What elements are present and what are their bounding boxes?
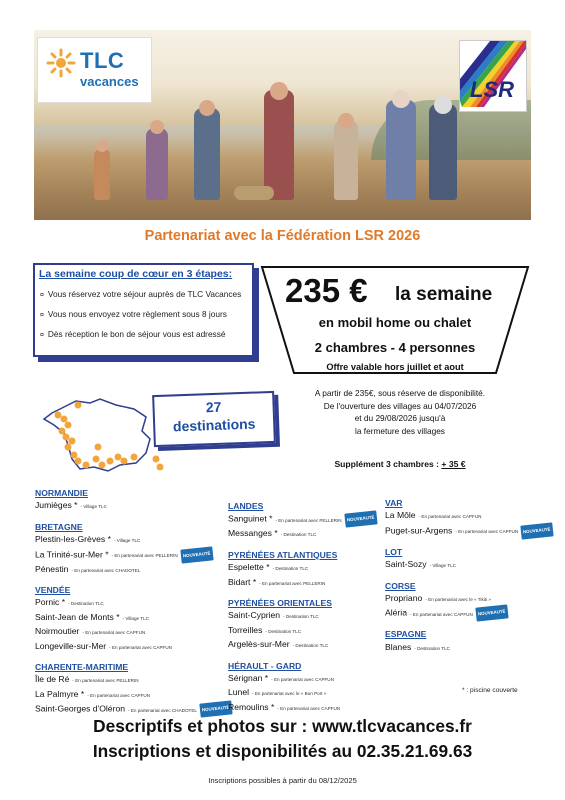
destination-item	[228, 686, 388, 700]
new-badge: NOUVEAUTÉ	[521, 522, 554, 540]
destination-item	[35, 548, 245, 563]
website-line: Descriptifs et photos sur : www.tlcvacances.fr	[93, 716, 472, 736]
destination-note: - Destination TLC	[272, 566, 309, 572]
destination-item	[35, 625, 245, 639]
destination-note: - En partenariat avec CAPFUN	[271, 676, 334, 682]
destination-item	[228, 701, 388, 715]
destination-item	[228, 512, 388, 527]
person-head	[150, 120, 164, 134]
new-badge: NOUVEAUTÉ	[180, 546, 213, 564]
supplement-line	[300, 459, 500, 469]
destination-item	[228, 638, 388, 652]
destination-name: Aléria	[385, 607, 407, 618]
destination-name: Sanguinet *	[228, 513, 273, 524]
offer-detail-line: la fermeture des villages	[355, 425, 445, 436]
region-heading: CORSE	[385, 580, 416, 591]
tlc-logo-name: TLC	[80, 48, 125, 73]
destination-item	[385, 641, 535, 655]
region-heading: LOT	[385, 546, 403, 557]
person-figure	[146, 128, 168, 200]
region-heading: HÉRAULT - GARD	[228, 660, 302, 671]
destination-note: - Destination TLC	[414, 645, 450, 651]
destination-name: Longeville-sur-Mer	[35, 640, 107, 651]
destination-name: Saint-Georges d'Oléron	[35, 703, 126, 714]
steps-title: La semaine coup de cœur en 3 étapes:	[39, 268, 233, 280]
person-head	[96, 140, 108, 152]
destination-item	[35, 702, 245, 717]
destination-name: Saint-Cyprien	[228, 610, 281, 621]
destination-item	[35, 596, 245, 610]
price-amount: 235 €	[285, 272, 368, 309]
destination-note: - En partenariat avec CAPFUN	[418, 514, 482, 520]
destination-note: - En partenariat avec le « Tikiti »	[425, 596, 491, 602]
destination-item	[385, 509, 535, 523]
destination-name: Pénestin	[35, 563, 69, 574]
destination-item	[385, 558, 535, 572]
steps-box	[33, 263, 254, 357]
region-heading: PYRÉNÉES ORIENTALES	[228, 597, 332, 608]
destination-name: Plestin-les-Grèves *	[35, 534, 111, 545]
region-heading: LANDES	[228, 501, 264, 511]
destination-note: - En partenariat avec CAPFUN	[109, 644, 172, 650]
person-figure	[194, 108, 220, 200]
registration-date-line: Inscriptions possibles à partir du 08/12/2025	[208, 776, 357, 785]
destination-item	[35, 611, 245, 625]
destination-name: Jumièges *	[35, 500, 78, 511]
offer-detail-line: et du 29/08/2026 jusqu'à	[354, 413, 446, 424]
destination-name: La Palmyre *	[35, 688, 85, 699]
destination-note: - Village TLC	[113, 538, 141, 544]
square-bullet-icon: ¤	[40, 312, 44, 319]
destination-item	[228, 624, 388, 638]
destination-item	[385, 524, 551, 539]
new-badge: NOUVEAUTÉ	[199, 701, 232, 719]
destination-note: - Village TLC	[122, 615, 149, 621]
destination-name: Torreilles	[228, 624, 263, 635]
destination-name: Saint-Sozy	[385, 559, 427, 570]
destinations-column	[228, 500, 388, 715]
destination-note: - En partenariat avec CAPFUN	[455, 529, 519, 535]
region-heading: NORMANDIE	[35, 488, 88, 498]
destination-item	[228, 576, 388, 590]
destination-name: Pornic *	[35, 597, 66, 608]
region-heading: CHARENTE-MARITIME	[35, 661, 129, 672]
price-validity: Offre valable hors juillet et aout	[326, 362, 464, 372]
new-badge: NOUVEAUTÉ	[475, 605, 508, 623]
destination-note: - Destination TLC	[68, 601, 104, 607]
offer-details	[300, 387, 500, 437]
destination-note: - En partenariat avec CAPFUN	[277, 705, 341, 711]
tlc-logo-subtitle: vacances	[80, 74, 139, 89]
destination-name: La Môle	[385, 510, 416, 521]
destinations-label: destinations	[172, 415, 256, 435]
destination-note: - Destination TLC	[265, 628, 302, 634]
person-head	[392, 90, 410, 108]
destinations-badge	[152, 391, 276, 447]
offer-detail-line: A partir de 235€, sous réserve de disponibilité.	[314, 388, 486, 398]
destination-item	[385, 606, 535, 621]
destination-name: Saint-Jean de Monts *	[35, 611, 120, 622]
region-heading: BRETAGNE	[35, 521, 83, 532]
person-figure	[386, 100, 416, 200]
destination-note: - Destination TLC	[280, 532, 317, 538]
piscine-note: * : piscine couverte	[462, 687, 518, 694]
destination-note: - En partenariat avec CAPFUN	[82, 630, 146, 636]
lsr-logo-text: LSR	[470, 77, 514, 102]
destination-item	[35, 688, 245, 702]
person-head	[199, 100, 215, 116]
destination-name: Île de Ré	[35, 674, 70, 685]
destination-item	[228, 561, 388, 575]
destination-item	[35, 640, 245, 654]
destination-note: - En partenariat avec CAPFUN	[409, 611, 473, 617]
destination-note: - En partenariat avec CHADOTEL	[128, 707, 197, 713]
destination-name: Sérignan *	[228, 672, 269, 683]
square-bullet-icon: ¤	[40, 292, 44, 299]
destination-name: Messanges *	[228, 528, 278, 539]
person-figure	[94, 148, 110, 200]
destination-note: - Village TLC	[429, 563, 456, 569]
price-per: la semaine	[395, 284, 493, 305]
destination-name: Puget-sur-Argens	[385, 525, 453, 536]
destination-note: - En partenariat avec PELLERIN	[259, 580, 326, 586]
new-badge: NOUVEAUTÉ	[344, 511, 377, 529]
destination-note: - Destination TLC	[283, 614, 319, 620]
step-item: ¤ Vous réservez votre séjour auprès de TLC Vacances	[40, 289, 242, 299]
destinations-column	[35, 487, 245, 717]
destination-item	[35, 673, 245, 687]
destination-item	[35, 533, 245, 547]
partnership-headline: Partenariat avec la Fédération LSR 2026	[144, 228, 421, 244]
square-bullet-icon: ¤	[40, 332, 44, 339]
destination-item	[385, 592, 535, 606]
destination-item	[228, 527, 388, 541]
tlc-logo	[37, 37, 152, 103]
price-accommodation: en mobil home ou chalet	[318, 315, 472, 330]
price-rooms: 2 chambres - 4 personnes	[314, 340, 476, 355]
destination-name: Espelette *	[228, 562, 270, 573]
step-item: ¤ Vous nous envoyez votre règlement sous 8 jours	[40, 309, 227, 319]
supplement-value: + 35 €	[441, 459, 466, 469]
destination-name: Remoulins *	[228, 701, 275, 712]
destination-name: Lunel	[228, 687, 250, 698]
region-heading: VAR	[385, 498, 403, 508]
destination-note: - En partenariat avec CHADOTEL	[71, 567, 141, 573]
dog-figure	[234, 186, 274, 200]
destination-note: - Destination TLC	[292, 643, 329, 649]
offer-detail-line: De l'ouverture des villages au 04/07/2026	[323, 400, 477, 411]
destination-item	[228, 672, 388, 686]
destinations-count: 27	[205, 398, 222, 416]
france-map	[38, 395, 168, 475]
person-head	[270, 82, 288, 100]
destination-note: - Village TLC	[80, 504, 107, 510]
destination-note: - En partenariat avec CAPFUN	[87, 692, 151, 698]
destination-name: Propriano	[385, 592, 423, 603]
person-head	[338, 113, 354, 129]
destination-name: Noirmoutier	[35, 626, 80, 637]
person-figure	[264, 90, 294, 200]
destination-item	[35, 563, 245, 577]
person-figure	[429, 104, 457, 200]
destinations-column	[385, 497, 551, 655]
destination-note: - En partenariat avec PELLERIN	[275, 517, 342, 523]
destination-name: Argelès-sur-Mer	[228, 639, 290, 650]
region-heading: ESPAGNE	[385, 629, 427, 640]
destination-note: - En partenariat avec PELLERIN	[111, 553, 178, 559]
lsr-logo	[459, 40, 527, 112]
region-heading: VENDÉE	[35, 584, 71, 595]
supplement-label: Supplément 3 chambres :	[334, 459, 440, 469]
destination-item	[35, 499, 245, 513]
destination-note: - En partenariat avec PELLERIN	[72, 678, 139, 684]
destination-name: Bidart *	[228, 576, 257, 587]
phone-line: Inscriptions et disponibilités au 02.35.21.69.63	[92, 741, 473, 761]
person-head	[434, 96, 452, 114]
region-heading: PYRÉNÉES ATLANTIQUES	[228, 549, 338, 560]
destination-name: Blanes	[385, 641, 412, 652]
destination-item	[228, 609, 388, 623]
destination-note: - En partenariat avec le « Bon Port »	[252, 691, 327, 697]
sun-icon	[46, 48, 76, 78]
person-figure	[334, 120, 358, 200]
destination-name: La Trinité-sur-Mer *	[35, 549, 109, 560]
step-item: ¤ Dès réception le bon de séjour vous est adressé	[40, 329, 226, 339]
